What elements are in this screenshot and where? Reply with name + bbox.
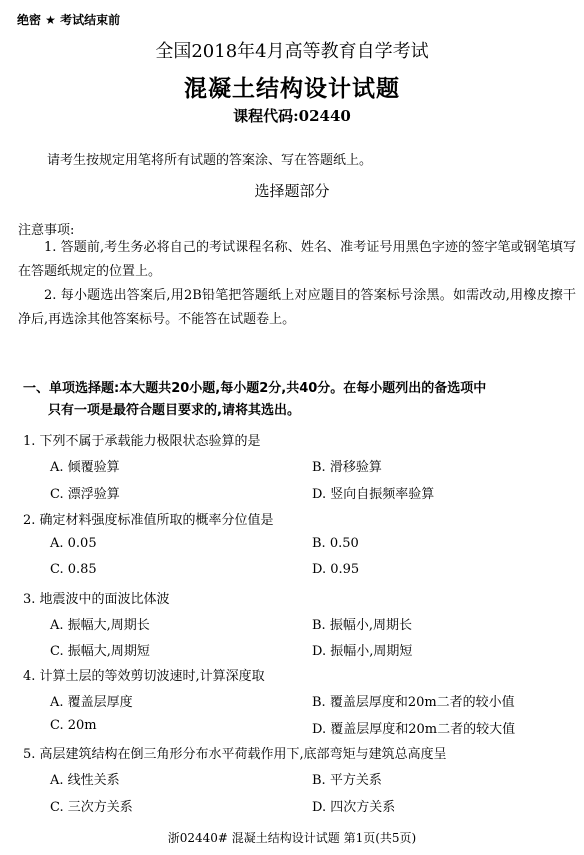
confidential-label: 绝密 ★ 考试结束前 (17, 13, 121, 27)
page-footer: 浙02440# 混凝土结构设计试题 第1页(共5页) (167, 831, 417, 845)
option-a: A. 线性关系 (50, 773, 120, 788)
option-c: C. 漂浮验算 (50, 487, 120, 502)
option-c: C. 振幅大,周期短 (50, 644, 150, 659)
option-d: D. 0.95 (312, 562, 360, 577)
option-d: D. 四次方关系 (312, 800, 396, 815)
section-title: 选择题部分 (254, 182, 330, 200)
question-stem: 4. 计算土层的等效剪切波速时,计算深度取 (23, 669, 265, 684)
subject-title: 混凝土结构设计试题 (184, 76, 400, 102)
general-instruction: 请考生按规定用笔将所有试题的答案涂、写在答题纸上。 (47, 153, 373, 168)
option-b: B. 平方关系 (312, 773, 382, 788)
option-a: A. 覆盖层厚度 (50, 695, 133, 710)
course-code: 课程代码:02440 (233, 107, 351, 125)
option-b: B. 覆盖层厚度和20m二者的较小值 (312, 695, 515, 710)
option-b: B. 滑移验算 (312, 460, 382, 475)
question-stem: 3. 地震波中的面波比体波 (23, 592, 170, 607)
question-stem: 5. 高层建筑结构在倒三角形分布水平荷载作用下,底部弯矩与建筑总高度呈 (23, 747, 447, 762)
note-item-1: 1. 答题前,考生务必将自己的考试课程名称、姓名、准考证号用黑色字迹的签字笔或钢笔填写在答题纸规定的位置上。 (18, 240, 576, 279)
option-c: C. 0.85 (50, 562, 97, 577)
option-b: B. 0.50 (312, 536, 359, 551)
question-stem: 1. 下列不属于承载能力极限状态验算的是 (23, 434, 261, 449)
note-item-2: 2. 每小题选出答案后,用2B铅笔把答题纸上对应题目的答案标号涂黑。如需改动,用橡皮擦干净后,再选涂其他答案标号。不能答在试题卷上。 (18, 288, 576, 327)
option-c: C. 三次方关系 (50, 800, 133, 815)
part-one-heading-cont: 只有一项是最符合题目要求的,请将其选出。 (48, 403, 300, 418)
question-stem: 2. 确定材料强度标准值所取的概率分位值是 (23, 513, 274, 528)
option-d: D. 振幅小,周期短 (312, 644, 413, 659)
exam-title: 全国2018年4月高等教育自学考试 (155, 41, 429, 62)
option-a: A. 倾覆验算 (50, 460, 120, 475)
option-b: B. 振幅小,周期长 (312, 618, 412, 633)
option-a: A. 振幅大,周期长 (50, 618, 150, 633)
option-a: A. 0.05 (50, 536, 97, 551)
option-d: D. 竖向自振频率验算 (312, 487, 435, 502)
option-d: D. 覆盖层厚度和20m二者的较大值 (312, 722, 516, 737)
part-one-heading: 一、单项选择题:本大题共20小题,每小题2分,共40分。在每小题列出的备选项中 (23, 381, 487, 396)
notes-heading: 注意事项: (18, 223, 75, 238)
option-c: C. 20m (50, 718, 97, 733)
